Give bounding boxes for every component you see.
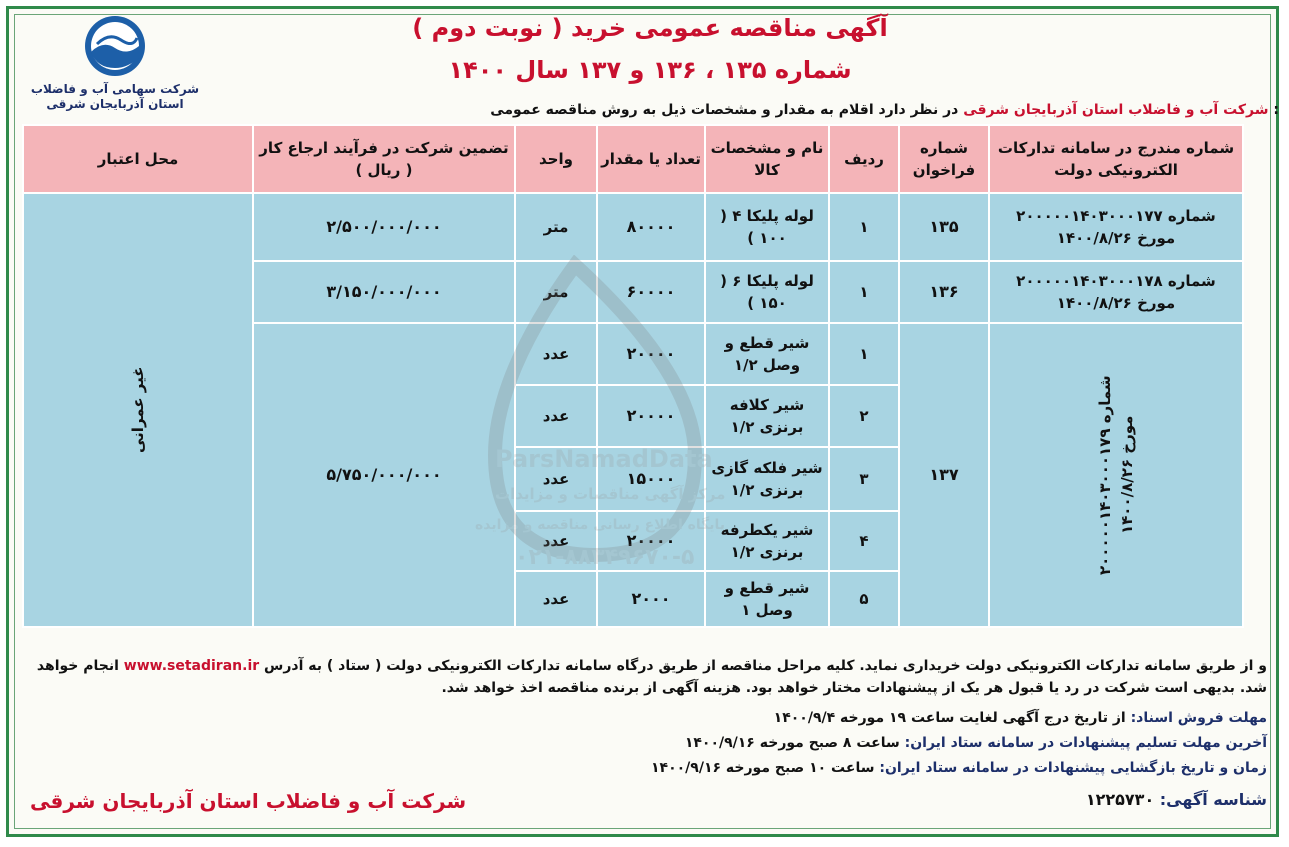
intro-text bbox=[490, 102, 1279, 118]
item-qty: ۱۵۰۰۰ bbox=[597, 447, 705, 511]
setad-cell bbox=[989, 261, 1243, 323]
watermark-line-2: پایگاه اطلاع رسانی مناقصه و مزایده bbox=[475, 517, 726, 533]
intro-rest: در نظر دارد اقلام به مقدار و مشخصات ذیل به روش مناقصه عمومی : bbox=[490, 102, 1279, 118]
deadline-value: ساعت ۸ صبح مورخه ۱۴۰۰/۹/۱۶ bbox=[684, 735, 905, 751]
footer-org: شرکت آب و فاضلاب استان آذربایجان شرقی bbox=[30, 789, 467, 813]
item-name: شیر قطع و وصل ۱/۲ bbox=[705, 323, 829, 385]
item-name: لوله پلیکا ۶ ( ۱۵۰ ) bbox=[705, 261, 829, 323]
deadline-label: آخرین مهلت تسلیم پیشنهادات در سامانه ستاد ایران: bbox=[904, 735, 1267, 751]
col-header-call: شماره فراخوان bbox=[899, 125, 989, 193]
col-header-unit: واحد bbox=[515, 125, 597, 193]
item-qty: ۲۰۰۰۰ bbox=[597, 323, 705, 385]
deadline-submission bbox=[685, 735, 1267, 751]
setad-number: شماره ۲۰۰۰۰۰۱۴۰۳۰۰۰۱۷۸ bbox=[1016, 272, 1216, 290]
item-qty: ۲۰۰۰ bbox=[597, 571, 705, 627]
table-row bbox=[23, 193, 1243, 261]
col-header-row: ردیف bbox=[829, 125, 899, 193]
call-number: ۱۳۷ bbox=[899, 323, 989, 627]
intro-org: شرکت آب و فاضلاب استان آذربایجان شرقی bbox=[963, 102, 1269, 118]
guarantee-amount: ۲/۵۰۰/۰۰۰/۰۰۰ bbox=[253, 193, 515, 261]
logo-line-1: شرکت سهامی آب و فاضلاب bbox=[30, 82, 200, 96]
logo-line-2: استان آذربایجان شرقی bbox=[46, 97, 184, 111]
item-qty: ۲۰۰۰۰ bbox=[597, 511, 705, 571]
watermark-brand: ParsNamadData bbox=[495, 445, 713, 473]
row-number: ۱ bbox=[829, 323, 899, 385]
deadline-opening bbox=[651, 760, 1267, 776]
page-title: آگهی مناقصه عمومی خرید ( نوبت دوم ) bbox=[412, 14, 888, 42]
budget-cell: غیر عمرانی bbox=[23, 193, 253, 627]
body-line-1: و از طریق سامانه تدارکات الکترونیکی دولت خریداری نماید. کلیه مراحل مناقصه از طریق درگاه سامانه تدارکات الکترونیکی دولت ( ستاد ) به آدرس bbox=[264, 658, 1267, 674]
item-name: شیر قطع و وصل ۱ bbox=[705, 571, 829, 627]
watermark-phone: ۰۲۱-۸۸۳۴۹۶۷۰-۵ bbox=[515, 545, 695, 570]
deadline-label: مهلت فروش اسناد: bbox=[1130, 710, 1267, 726]
item-qty: ۲۰۰۰۰ bbox=[597, 385, 705, 447]
deadline-value: ساعت ۱۰ صبح مورخه ۱۴۰۰/۹/۱۶ bbox=[651, 760, 880, 776]
setad-number: شماره ۲۰۰۰۰۰۱۴۰۳۰۰۰۱۷۷ bbox=[1016, 207, 1216, 225]
row-number: ۳ bbox=[829, 447, 899, 511]
col-header-setad: شماره مندرج در سامانه تدارکات الکترونیکی دولت bbox=[989, 125, 1243, 193]
row-number: ۱ bbox=[829, 261, 899, 323]
item-unit: عدد bbox=[515, 511, 597, 571]
item-unit: متر bbox=[515, 193, 597, 261]
row-number: ۲ bbox=[829, 385, 899, 447]
table-header-row bbox=[23, 125, 1243, 193]
item-unit: عدد bbox=[515, 385, 597, 447]
item-unit: عدد bbox=[515, 571, 597, 627]
setad-cell bbox=[989, 323, 1243, 627]
setad-link[interactable]: www.setadiran.ir bbox=[123, 658, 260, 674]
ad-id-label: شناسه آگهی: bbox=[1159, 790, 1267, 809]
item-unit: متر bbox=[515, 261, 597, 323]
guarantee-amount: ۵/۷۵۰/۰۰۰/۰۰۰ bbox=[253, 323, 515, 627]
item-name: شیر یکطرفه برنزی ۱/۲ bbox=[705, 511, 829, 571]
row-number: ۴ bbox=[829, 511, 899, 571]
company-logo bbox=[20, 14, 210, 124]
item-qty: ۸۰۰۰۰ bbox=[597, 193, 705, 261]
deadline-doc-sale bbox=[774, 710, 1267, 726]
item-name: شیر کلافه برنزی ۱/۲ bbox=[705, 385, 829, 447]
ad-id bbox=[1086, 790, 1267, 809]
col-header-guarantee: تضمین شرکت در فرآیند ارجاع کار ( ریال ) bbox=[253, 125, 515, 193]
item-name: لوله پلیکا ۴ ( ۱۰۰ ) bbox=[705, 193, 829, 261]
ad-id-value: ۱۲۲۵۷۳۰ bbox=[1085, 790, 1160, 809]
body-paragraph bbox=[30, 655, 1267, 699]
item-unit: عدد bbox=[515, 447, 597, 511]
deadline-value: از تاریخ درج آگهی لغایت ساعت ۱۹ مورخه ۱۴۰۰/۹/۴ bbox=[773, 710, 1131, 726]
item-qty: ۶۰۰۰۰ bbox=[597, 261, 705, 323]
body-line-2: انجام خواهد شد. بدیهی است شرکت در رد یا قبول هر یک از پیشنهادات مختار خواهد بود. هزینه آگهی از برنده مناقصه اخذ خواهد شد. bbox=[36, 658, 1267, 696]
water-drop-logo-icon bbox=[83, 14, 147, 78]
watermark-line-1: مرکز آگهی مناقصات و مزایدات bbox=[495, 485, 726, 503]
setad-date: مورخ ۱۴۰۰/۸/۲۶ bbox=[1056, 294, 1176, 312]
item-name: شیر فلکه گازی برنزی ۱/۲ bbox=[705, 447, 829, 511]
call-number: ۱۳۶ bbox=[899, 261, 989, 323]
col-header-qty: تعداد یا مقدار bbox=[597, 125, 705, 193]
col-header-budget: محل اعتبار bbox=[23, 125, 253, 193]
setad-date: مورخ ۱۴۰۰/۸/۲۶ bbox=[1056, 229, 1176, 247]
setad-number: شماره ۲۰۰۰۰۰۱۴۰۳۰۰۰۱۷۹ bbox=[1096, 375, 1114, 575]
call-number: ۱۳۵ bbox=[899, 193, 989, 261]
row-number: ۱ bbox=[829, 193, 899, 261]
deadline-label: زمان و تاریخ بازگشایی پیشنهادات در سامانه ستاد ایران: bbox=[879, 760, 1267, 776]
row-number: ۵ bbox=[829, 571, 899, 627]
setad-cell bbox=[989, 193, 1243, 261]
setad-date: مورخ ۱۴۰۰/۸/۲۶ bbox=[1118, 415, 1136, 535]
item-unit: عدد bbox=[515, 323, 597, 385]
page-subtitle: شماره ۱۳۵ ، ۱۳۶ و ۱۳۷ سال ۱۴۰۰ bbox=[448, 56, 852, 84]
tender-table bbox=[22, 124, 1244, 628]
guarantee-amount: ۳/۱۵۰/۰۰۰/۰۰۰ bbox=[253, 261, 515, 323]
col-header-item: نام و مشخصات کالا bbox=[705, 125, 829, 193]
